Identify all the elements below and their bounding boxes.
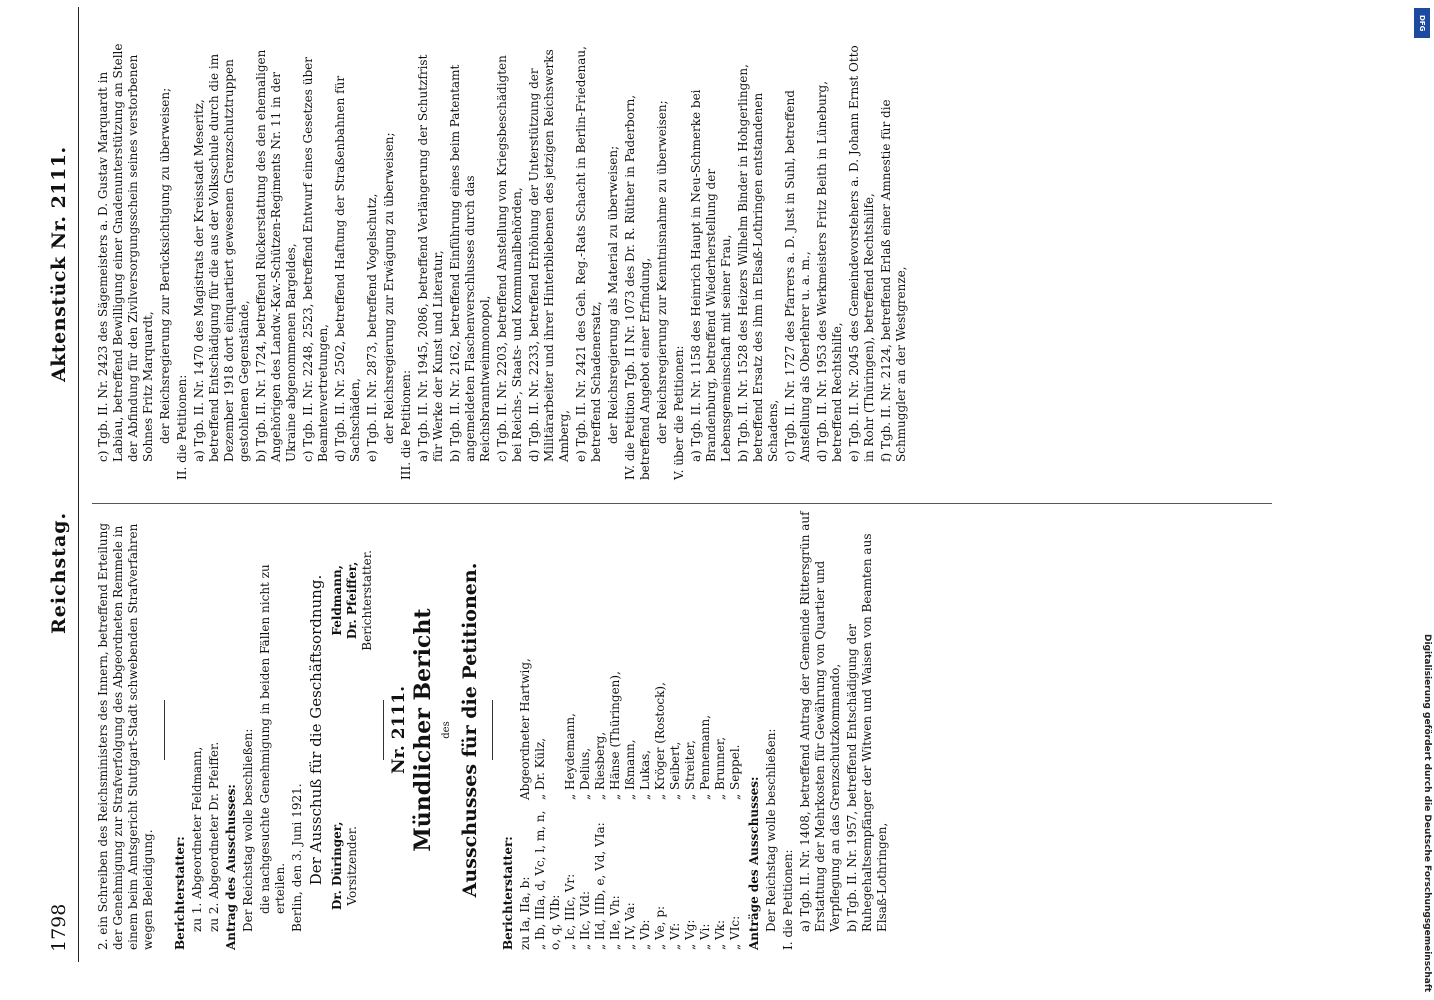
header-rule	[78, 7, 79, 962]
reporter-row	[653, 510, 668, 950]
reporter-row	[713, 510, 728, 950]
divider	[164, 700, 165, 760]
reporter-name: „ Pennemann,	[698, 714, 712, 800]
petition-Ia: a) Tgb. II. Nr. 1408, betreffend Antrag der Gemeinde Rittersgrün auf Erstattung der Mehrkosten für Gewährung von Quartier und Verpflegung an das Grenzschutzkommando,	[798, 511, 842, 932]
signature-reporters	[330, 550, 375, 651]
petition-IV: IV. die Petition Tgb. II Nr. 1073 des Dr. R. Rüther in Paderborn, betreffend Angebot einer Erfindung,	[623, 94, 652, 480]
digitization-sidebar	[1412, 8, 1432, 992]
document-number: Nr. 2111.	[389, 686, 409, 775]
reporter-row	[593, 510, 608, 950]
committee-name: Der Ausschuß für die Geschäftsordnung.	[307, 574, 325, 886]
reporter-sections: „ Vb:	[638, 919, 652, 950]
reporter-sections: „ Ib, IIIa, d, Vc, l, m, n, o, q, VIb:	[533, 810, 562, 950]
divider	[383, 700, 384, 760]
reporter-row	[518, 510, 533, 950]
reporter-name: „ Seibert,	[668, 741, 682, 800]
reporter-row	[668, 510, 683, 950]
petitions-III: III. die Petitionen:	[399, 369, 413, 480]
reporters-heading: Berichterstatter:	[501, 836, 515, 950]
petitions-II: II. die Petitionen:	[175, 374, 189, 480]
petition-IIc: c) Tgb. II. Nr. 2248, 2523, betreffend Entwurf eines Gesetzes über Beamtenvertretungen,	[301, 57, 330, 462]
chair-role: Vorsitzender.	[345, 826, 359, 906]
reporter-sections: „ Ic, IIIc, Vr:	[563, 873, 577, 950]
reporter-row	[563, 510, 578, 950]
reporter-sections: zu Ia, IIa, b:	[518, 876, 532, 950]
antraege-intro: Der Reichstag wolle beschließen:	[764, 728, 778, 932]
reporter-row	[533, 510, 563, 950]
reporter-sections: „ IIc, VId:	[578, 891, 592, 950]
reporter-sections: „ Ve, p:	[653, 905, 667, 950]
reporter-name: „ Delius,	[578, 747, 592, 800]
petition-IIa: a) Tgb. II. Nr. 1470 des Magistrats der Kreisstadt Meseritz, betreffend Entschädigung für die aus der Volksschule durch die im Dezember 1918 dort einquartiert gewesenen Grenzschutztruppen gestohlenen Gegenstände,	[192, 53, 251, 462]
divider	[492, 700, 493, 760]
reporter-row	[578, 510, 593, 950]
reporter-sections: „ IId, IIIb, e, Vd, VIa:	[593, 822, 607, 950]
date-line: Berlin, den 3. Juni 1921.	[290, 783, 304, 932]
reporter-name: Abgeordneter Hartwig,	[518, 658, 532, 800]
petition-IIIb: b) Tgb. II. Nr. 2162, betreffend Einführung eines beim Patentamt angemeldeten Flaschenverschlusses durch das Reichsbranntweinmonopol,	[448, 64, 492, 462]
report-title: Mündlicher Bericht	[410, 608, 436, 852]
petitions-I: I. die Petitionen:	[781, 849, 795, 950]
petition-II-end: der Reichsregierung zur Erwägung zu überweisen;	[382, 132, 396, 444]
reporter-name-1: Feldmann,	[330, 565, 344, 636]
reporter-row	[683, 510, 698, 950]
reporter-row	[623, 510, 638, 950]
reporter-1: zu 1. Abgeordneter Feldmann,	[190, 746, 204, 932]
reporter-row	[638, 510, 653, 950]
reporter-sections: „ Vk:	[713, 919, 727, 950]
petition-IIId: d) Tgb. II. Nr. 2233, betreffend Erhöhung der Unterstützung der Militärarbeiter und ihrer Hinterbliebenen des jetzigen Reichswerks Amberg,	[527, 49, 571, 462]
title-des: des	[441, 721, 452, 739]
column-divider	[92, 503, 1272, 504]
reporter-name: „ Ißmann,	[623, 739, 637, 800]
left-column	[96, 510, 892, 950]
reporter-name: „ Hänse (Thüringen),	[608, 671, 622, 800]
petition-Vf: f) Tgb. II. Nr. 2124, betreffend Erlaß einer Amnestie für die Schmuggler an der Westgrenze,	[879, 99, 908, 462]
petition-Ic: c) Tgb. II. Nr. 2423 des Sägemeisters a. D. Gustav Marquardt in Labiau, betreffend Bewilligung einer Gnadenunterstützung an Stelle der Abfindung für den Zivilversorgungsschein seines verstorbenen Sohnes Fritz Marquardt,	[96, 43, 155, 462]
antrag-heading: Antrag des Ausschusses:	[224, 784, 238, 950]
antraege-heading: Anträge des Ausschusses:	[747, 776, 761, 950]
berichterstatter-heading: Berichterstatter:	[173, 836, 187, 950]
signature-chair	[330, 822, 375, 910]
reporter-sections: „ Vf:	[668, 922, 682, 950]
petition-III-end: der Reichsregierung als Material zu überweisen;	[606, 145, 620, 444]
reporter-name: „ Seppel.	[728, 744, 742, 800]
header-document-number: Aktenstück Nr. 2111.	[48, 146, 70, 382]
reporter-name: „ Brunner,	[713, 736, 727, 800]
reporter-name: „ Heydemann,	[563, 713, 577, 800]
petition-Ib: b) Tgb. II. Nr. 1957, betreffend Entschädigung der Ruhegehaltsempfänger der Witwen und Waisen von Beamten aus Elsaß-Lothringen,	[845, 533, 889, 932]
petition-Vb: b) Tgb. II. Nr. 1528 des Heizers Wilhelm Binder in Hohgerlingen, betreffend Ersatz des ihm in Elsaß-Lothringen entstandenen Schadens,	[736, 64, 780, 462]
reporter-name: „ Kröger (Rostock),	[653, 682, 667, 800]
reporter-2: zu 2. Abgeordneter Dr. Pfeiffer.	[207, 741, 221, 932]
petition-IIb: b) Tgb. II. Nr. 1724, betreffend Rückerstattung des den ehemaligen Angehörigen des Landw.-Kav.-Schützen-Regiments Nr. 11 in der Ukraine abgenommenen Bargeldes,	[254, 49, 298, 462]
reporter-sections: „ IV, Va:	[623, 902, 637, 950]
page-header	[48, 10, 76, 990]
committee-title: Ausschusses für die Petitionen.	[459, 562, 481, 898]
chair-name: Dr. Düringer,	[330, 821, 344, 910]
reporter-sections: „ Vi:	[698, 923, 712, 950]
reporter-name: „ Riesberg,	[593, 731, 607, 800]
petition-Va: a) Tgb. II. Nr. 1158 des Heinrich Haupt in Neu-Schmerke bei Brandenburg, betreffend Wiederherstellung der Lebensgemeinschaft mit seiner Frau,	[689, 89, 733, 462]
item-2: 2. ein Schreiben des Reichsministers des Innern, betreffend Erteilung der Genehmigung zur Strafverfolgung des Abgeordneten Remmele in einem beim Amtsgericht Stuttgart-Stadt schwebenden Strafverfahren wegen Beleidigung.	[96, 522, 155, 950]
reporter-name: „ Dr. Külz,	[533, 737, 547, 800]
petition-Vd: d) Tgb. II. Nr. 1953 des Werkmeisters Fritz Beith in Lüneburg, betreffend Rechtshilfe,	[815, 80, 844, 462]
right-column	[96, 40, 911, 480]
petition-I-end: der Reichsregierung zur Berücksichtigung zu überweisen;	[158, 87, 172, 444]
page-number: 1798	[48, 903, 70, 952]
petition-Vc: c) Tgb. II. Nr. 1727 des Pfarrers a. D. Just in Suhl, betreffend Anstellung als Oberlehrer u. a. m.,	[783, 90, 812, 462]
petition-IIIc: c) Tgb. II. Nr. 2203, betreffend Anstellung von Kriegsbeschädigten bei Reichs-, Staats- und Kommunalbehörden,	[495, 55, 524, 462]
antrag-text: die nachgesuchte Genehmigung in beiden Fällen nicht zu erteilen.	[258, 564, 287, 914]
reporters-list	[518, 510, 743, 950]
petition-IId: d) Tgb. II. Nr. 2502, betreffend Haftung der Straßenbahnen für Sachschäden,	[333, 75, 362, 462]
digitization-credit: Digitalisierung gefördert durch die Deutsche Forschungsgemeinschaft	[1422, 633, 1432, 992]
dfg-logo: DFG	[1414, 8, 1430, 38]
petition-IIIe: e) Tgb. II. Nr. 2421 des Geh. Reg.-Rats Schacht in Berlin-Friedenau, betreffend Schadenersatz,	[574, 46, 603, 462]
petition-IIIa: a) Tgb. II. Nr. 1945, 2086, betreffend Verlängerung der Schutzfrist für Werke der Kunst und Literatur,	[416, 54, 445, 462]
header-center: Reichstag.	[48, 511, 70, 634]
reporter-sections: „ VIc:	[728, 915, 742, 950]
petition-IIe: e) Tgb. II. Nr. 2873, betreffend Vogelschutz,	[365, 193, 379, 462]
reporter-row	[698, 510, 713, 950]
reporter-row	[608, 510, 623, 950]
signatures	[330, 510, 375, 950]
petition-Ve: e) Tgb. II. Nr. 2045 des Gemeindevorstehers a. D. Johann Ernst Otto in Rohr (Thüringen), betreffend Rechtshilfe,	[847, 45, 876, 462]
reporter-sections: „ Vg:	[683, 919, 697, 950]
reporter-name-2: Dr. Pfeiffer,	[345, 561, 359, 640]
petition-IV-end: der Reichsregierung zur Kenntnisnahme zu überweisen;	[655, 100, 669, 444]
petitions-V: V. über die Petitionen:	[672, 345, 686, 480]
reporter-name: „ Lukas,	[638, 749, 652, 800]
antrag-intro: Der Reichstag wolle beschließen:	[241, 728, 255, 932]
reporter-name: „ Streiter,	[683, 740, 697, 800]
reporter-row	[728, 510, 743, 950]
reporters-role: Berichterstatter.	[360, 550, 374, 651]
reporter-sections: „ IIe, Vh:	[608, 895, 622, 950]
